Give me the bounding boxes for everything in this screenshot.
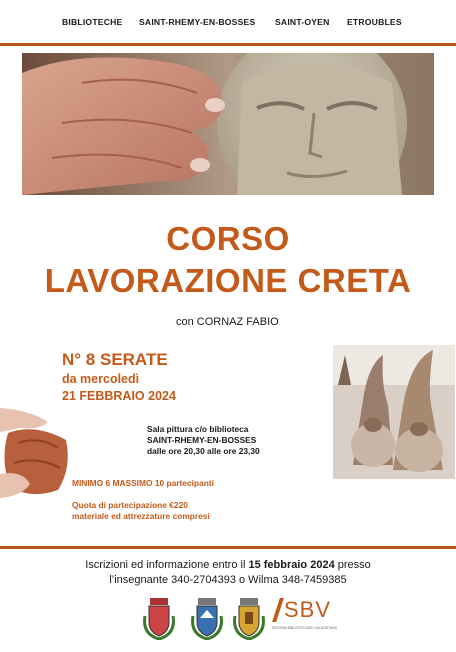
sbv-logo-subtitle: SISTEMA BIBLIOTECARIO VALDOSTANO	[272, 626, 338, 630]
fee-line1: Quota di partecipazione €220	[72, 500, 188, 510]
coat-of-arms-saint-rhemy-icon	[142, 596, 176, 640]
header-bar	[0, 0, 456, 44]
title-line2: LAVORAZIONE CRETA	[44, 262, 412, 299]
gnome-illustration	[333, 345, 455, 479]
header-item-etroubles: ETROUBLES	[347, 17, 402, 27]
sbv-logo	[272, 597, 338, 638]
top-divider	[0, 43, 456, 46]
header-item-biblioteche: BIBLIOTECHE	[62, 17, 123, 27]
title-line1: CORSO	[166, 220, 290, 257]
start-weekday: da mercoledì	[62, 372, 140, 386]
registration-line2: l’insegnante 340-2704393 o Wilma 348-7459385	[109, 574, 347, 586]
header-item-saint-rhemy: SAINT-RHEMY-EN-BOSSES	[139, 17, 256, 27]
clay-block-illustration	[0, 408, 72, 502]
fee-line2: materiale ed attrezzature compresi	[72, 511, 210, 521]
sbv-logo-mark	[272, 598, 284, 622]
coat-of-arms-etroubles-icon	[232, 596, 266, 640]
instructor-name: con CORNAZ FABIO	[176, 316, 279, 328]
venue-line2: SAINT-RHEMY-EN-BOSSES	[147, 435, 257, 445]
sessions-count: N° 8 SERATE	[62, 350, 168, 369]
registration-line1: Iscrizioni ed informazione entro il 15 febbraio 2024 presso	[85, 559, 371, 571]
bottom-divider	[0, 546, 456, 549]
registration-info	[0, 558, 456, 588]
header-item-saint-oyen: SAINT-OYEN	[275, 17, 330, 27]
gnome-figurines-image	[333, 345, 455, 479]
clay-hands-illustration	[22, 53, 434, 195]
venue-line1: Sala pittura c/o biblioteca	[147, 424, 249, 434]
registration-deadline: 15 febbraio 2024	[248, 559, 335, 571]
hero-image	[22, 53, 434, 195]
start-date: 21 FEBBRAIO 2024	[62, 389, 176, 403]
participants-info: MINIMO 6 MASSIMO 10 partecipanti	[72, 478, 214, 488]
coat-of-arms-saint-oyen-icon	[190, 596, 224, 640]
fee-block	[72, 500, 210, 522]
clay-sculpting-image	[0, 408, 72, 502]
venue-block	[147, 424, 260, 457]
sbv-logo-text: SBV	[284, 597, 332, 622]
venue-line3: dalle ore 20,30 alle ore 23,30	[147, 446, 260, 456]
